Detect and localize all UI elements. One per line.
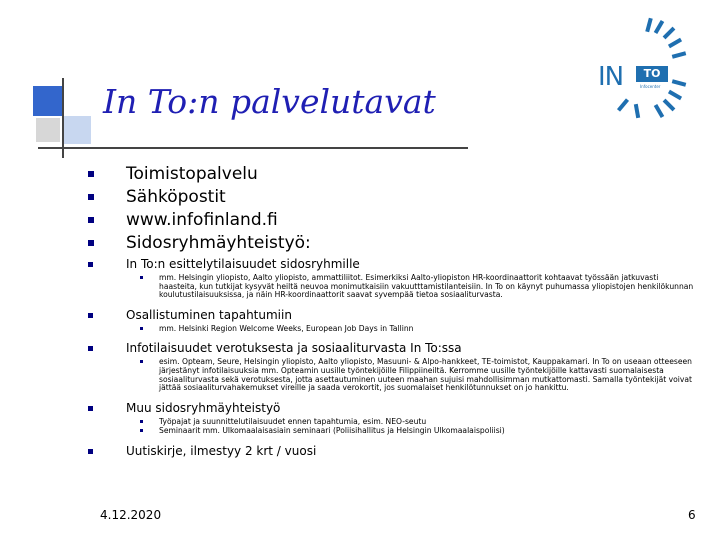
section-heading (88, 257, 698, 271)
decor-square-dark (33, 86, 63, 116)
bullet-list (88, 163, 698, 458)
bullet-icon (88, 313, 93, 318)
section-heading (88, 401, 698, 415)
list-item-text: Sidosryhmäyhteistyö: (126, 233, 311, 253)
list-item (88, 163, 698, 186)
sub-item (88, 358, 698, 392)
sub-item (88, 325, 698, 334)
logo-small-text: Infocenter (640, 84, 661, 89)
sub-item-text: mm. Helsingin yliopisto, Aalto yliopisto, ammattiliitot. Esimerkiksi Aalto-yliopiston HR-koordinaattorit kohtaavat työssään jatkuvasti haasteita, kun tutkijat kysyvät heiltä neuvoa monimutkaisiin vakuutttamistilanteisiin. In To on käynyt puhumassa yliopistojen henkilökunnan koulutustilaisuuksissa, ja näin HR-koordinaattorit saavat syvempää tietoa sosiaaliturvasta. (159, 273, 694, 300)
sub-item-text: Työpajat ja suunnittelutilaisuudet ennen tapahtumia, esim. NEO-seutu (159, 416, 427, 426)
sub-item-text: esim. Opteam, Seure, Helsingin yliopisto, Aalto yliopisto, Masuuni- & Alpo-hankkeet, TE-toimistot, Kauppakamari. In To on useaan otteeseen järjestänyt infotilaisuuksia mm. Opteamin uusille työntekijöille Filippiineiltä. Kerromme uusille työntekijöille kattavasti suomalaisesta sosiaaliturvasta sekä verotuksesta, jotta asettautuminen uuteen maahan sujuisi mahdollisimman mutkattomasti. Samalla työntekijät voivat jättää sosiaaliturvahakemukset vireille ja saada verokortit, jos suomalaiset henkilötunnukset on jo hankittu. (159, 357, 693, 393)
bullet-icon (140, 276, 143, 279)
bullet-icon (140, 360, 143, 363)
list-item-text: Sähköpostit (126, 187, 226, 207)
sub-item (88, 274, 698, 300)
bullet-icon (88, 449, 93, 454)
list-item-text: www.infofinland.fi (126, 210, 278, 230)
section-heading (88, 341, 698, 355)
bullet-icon (88, 406, 93, 411)
logo-in-text: IN (598, 62, 624, 92)
section-heading (88, 444, 698, 458)
list-item-text: Toimistopalvelu (126, 164, 258, 184)
list-item (88, 186, 698, 209)
bullet-icon (88, 346, 93, 351)
sub-item-text: mm. Helsinki Region Welcome Weeks, European Job Days in Tallinn (159, 323, 414, 333)
section-heading-text: Muu sidosryhmäyhteistyö (126, 400, 281, 415)
bullet-icon (88, 262, 93, 267)
bullet-icon (88, 240, 94, 246)
bullet-icon (140, 429, 143, 432)
section-heading-text: In To:n esittelytilaisuudet sidosryhmille (126, 257, 360, 271)
decor-square-grey (36, 118, 60, 142)
bullet-icon (140, 327, 143, 330)
sub-item (88, 427, 698, 436)
decor-square-light (63, 116, 91, 144)
bullet-icon (88, 171, 94, 177)
decor-vertical-line (62, 78, 64, 158)
sub-item (88, 418, 698, 427)
bullet-icon (88, 217, 94, 223)
decor-horizontal-line (38, 147, 468, 149)
sub-item-text: Seminaarit mm. Ulkomaalaisasiain seminaari (Poliisihallitus ja Helsingin Ulkomaalaispoliisi) (159, 426, 505, 436)
footer-date: 4.12.2020 (100, 508, 162, 522)
bullet-icon (140, 420, 143, 423)
page-number: 6 (688, 508, 696, 522)
list-item (88, 209, 698, 232)
page-title: In To:n palvelutavat (103, 82, 436, 121)
section-heading-text: Osallistuminen tapahtumiin (126, 307, 292, 322)
list-item (88, 232, 698, 255)
section-heading (88, 308, 698, 322)
section-heading-text: Infotilaisuudet verotuksesta ja sosiaaliturvasta In To:ssa (126, 341, 462, 356)
section-heading-text: Uutiskirje, ilmestyy 2 krt / vuosi (126, 443, 317, 458)
logo-to-box: TO (636, 66, 668, 82)
bullet-icon (88, 194, 94, 200)
